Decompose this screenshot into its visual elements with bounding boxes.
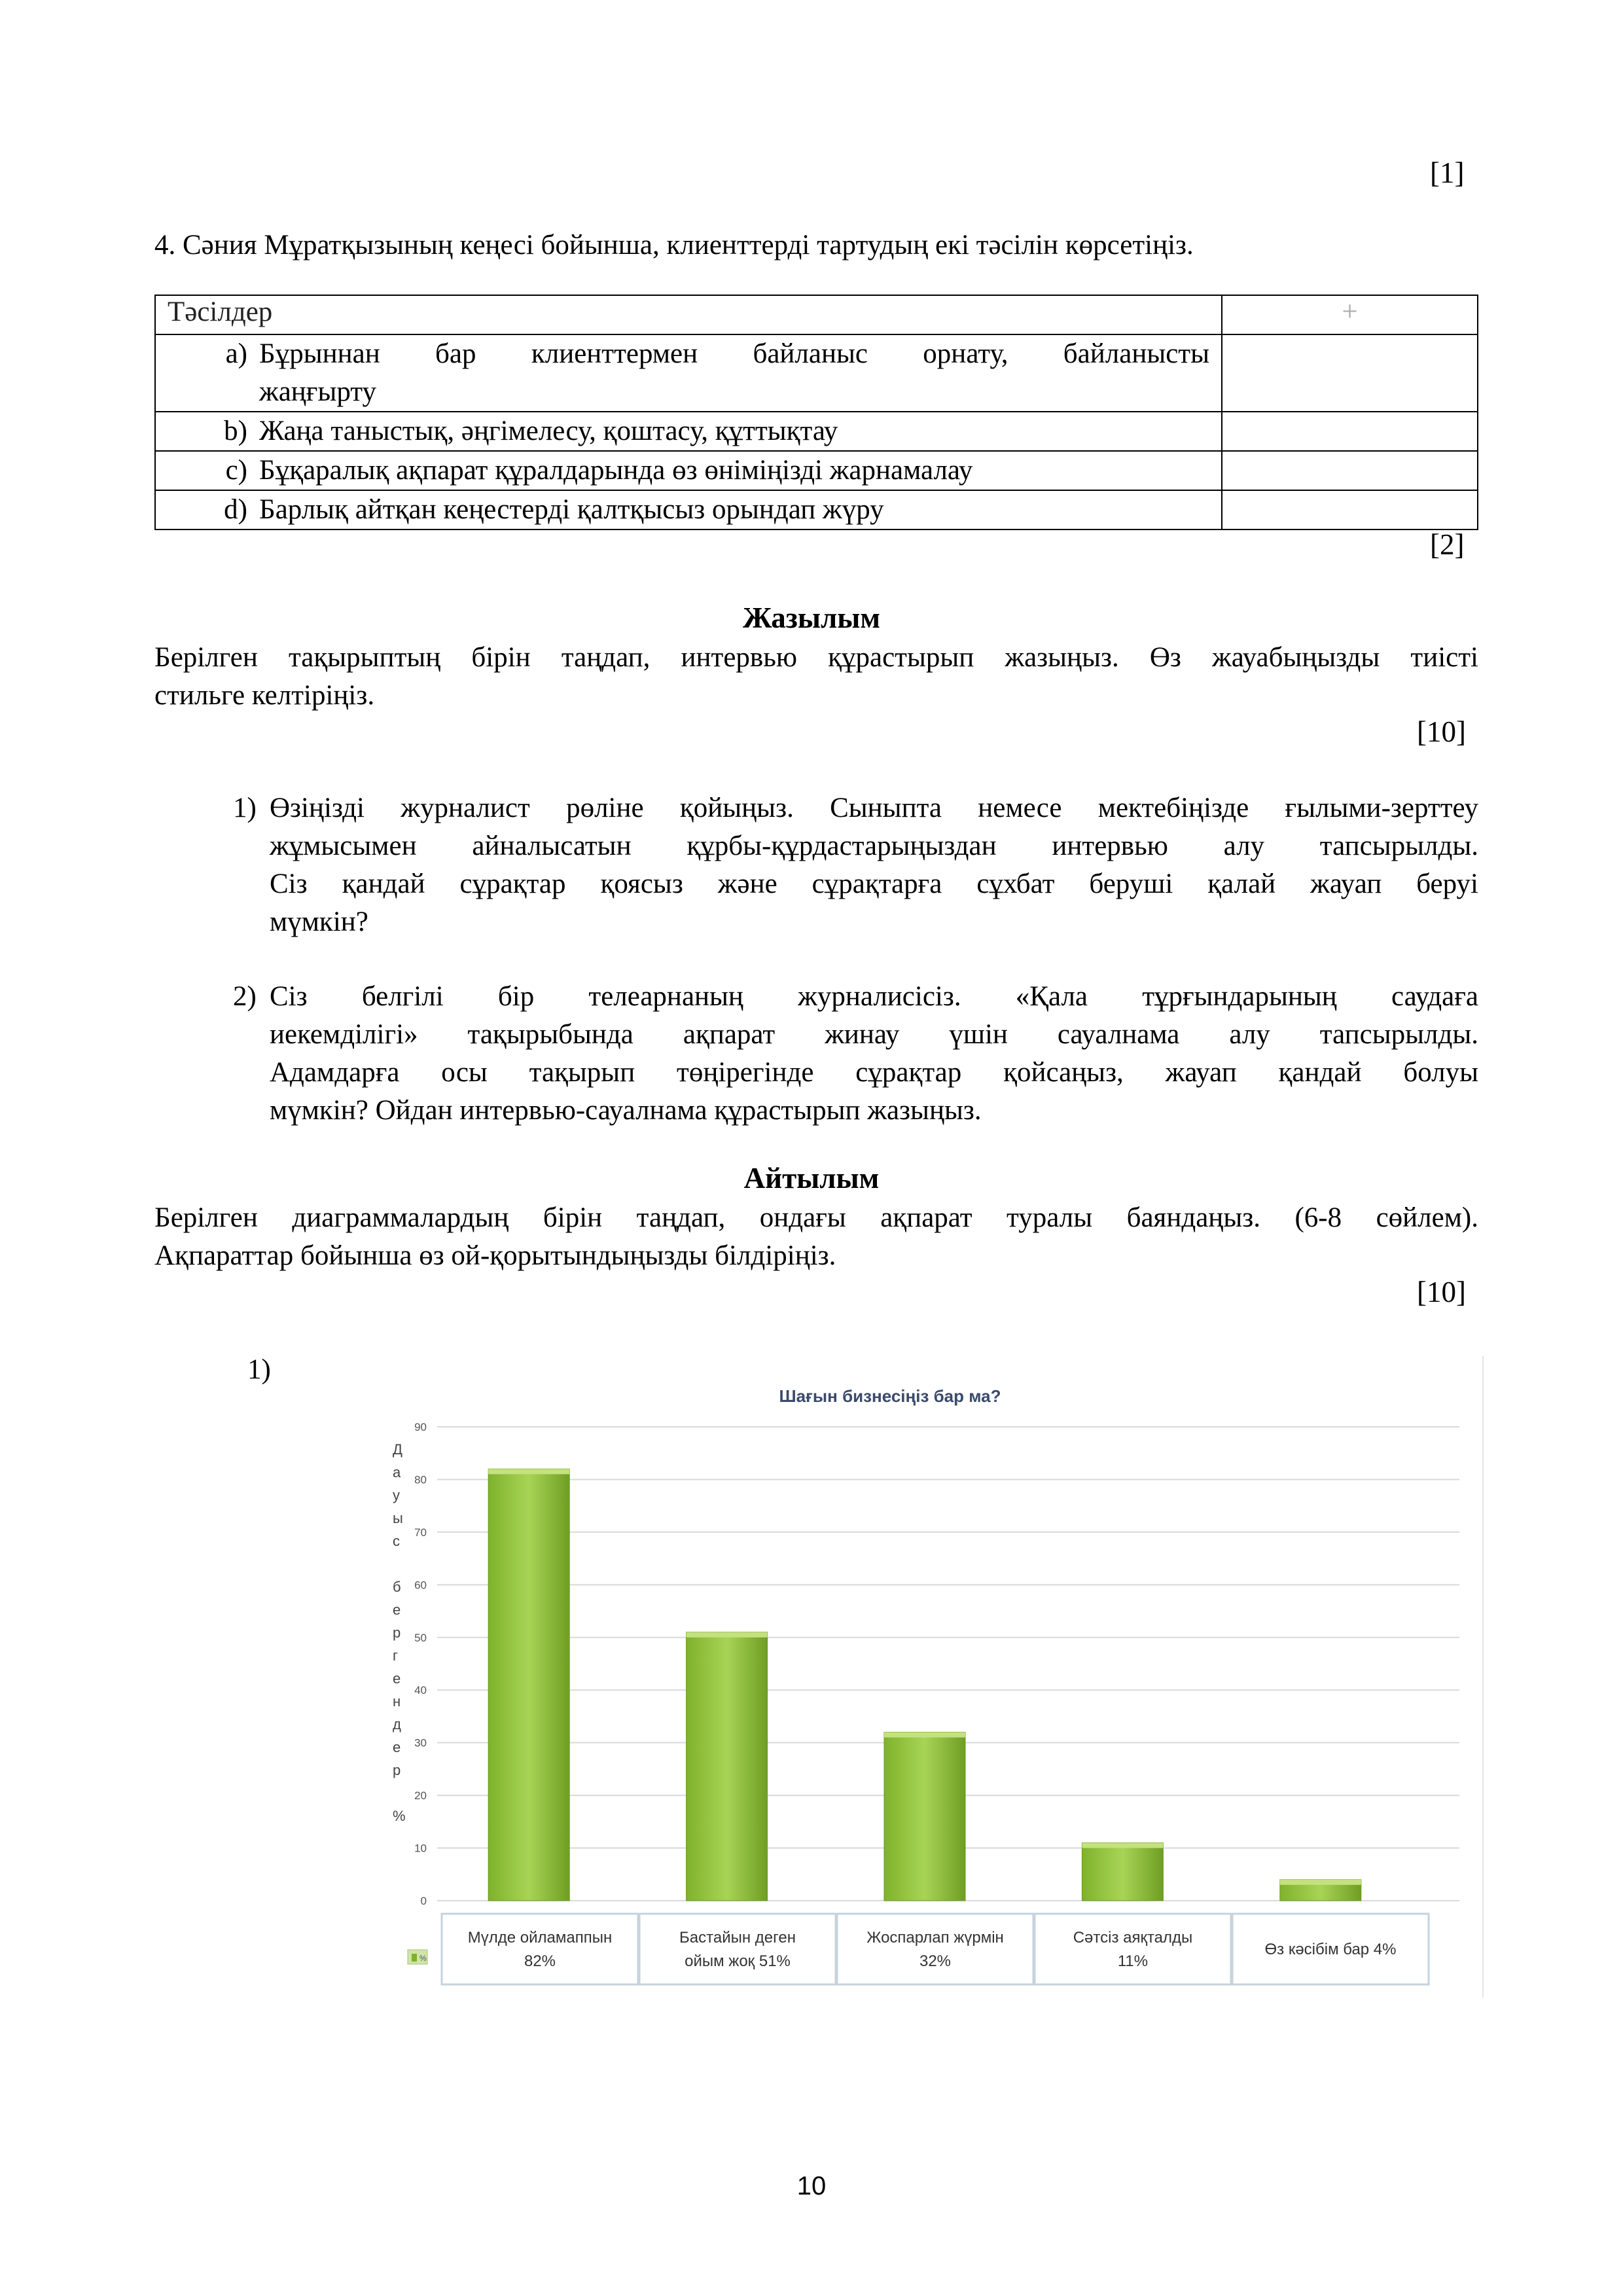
y-tick-label: 90	[414, 1421, 427, 1433]
methods-table	[154, 295, 1478, 530]
row-text-line: Бұрыннан бар клиенттермен байланыс орнату, байланысты	[259, 338, 1209, 369]
table-header-methods: Тәсілдер	[155, 295, 1222, 334]
task-line: иекемділігі» тақырыбында ақпарат жинау үшін сауалнама алу тапсырылды.	[270, 1019, 1478, 1050]
task-line: Сіз қандай сұрақтар қоясыз және сұрақтарға сұхбат беруші қалай жауап беруі	[270, 869, 1478, 899]
table-cell-method	[155, 451, 1222, 490]
bar	[1082, 1843, 1163, 1901]
y-axis-label-char: г	[393, 1647, 399, 1664]
category-label: Өз кәсібім бар 4%	[1264, 1941, 1397, 1958]
y-tick-label: 0	[420, 1895, 427, 1907]
category-label: Сәтсіз аяқталды	[1073, 1929, 1193, 1946]
task-number: 1)	[233, 793, 257, 823]
table-header-mark: +	[1222, 295, 1478, 334]
y-tick-label: 80	[414, 1473, 427, 1486]
mark-q3: [1]	[1430, 156, 1465, 189]
row-text-line: Бұқаралық ақпарат құралдарында өз өніміңізді жарнамалау	[259, 455, 973, 486]
table-cell-method	[155, 490, 1222, 529]
bar	[488, 1469, 569, 1901]
row-letter: b)	[224, 416, 247, 446]
row-letter: a)	[225, 338, 247, 369]
y-tick-label: 60	[414, 1579, 427, 1592]
y-tick-label: 20	[414, 1789, 427, 1803]
question-4-prompt: 4. Сәния Мұратқызының кеңесі бойынша, клиенттерді тартудың екі тәсілін көрсетіңіз.	[154, 230, 1194, 260]
y-tick-label: 50	[414, 1631, 427, 1644]
chart-frame	[386, 1356, 1484, 1998]
bar-top-highlight	[1082, 1843, 1163, 1848]
speaking-mark: [10]	[1417, 1276, 1466, 1308]
task-line: мүмкін?	[270, 906, 368, 937]
chart-title: Шағын бизнесіңіз бар ма?	[779, 1386, 1001, 1406]
speaking-heading: Айтылым	[743, 1162, 880, 1194]
row-text-line: Барлық айтқан кеңестерді қалтқысыз орындап жүру	[259, 494, 884, 525]
category-box	[639, 1914, 836, 1984]
y-axis-label-char: б	[393, 1579, 401, 1595]
table-header-row	[155, 295, 1478, 334]
task-line: жұмысымен айналысатын құрбы-құрдастарыңыздан интервью алу тапсырылды.	[270, 831, 1478, 861]
bar-top-highlight	[1280, 1880, 1361, 1885]
y-axis-label-char: р	[393, 1762, 401, 1778]
y-tick-label: 40	[414, 1684, 427, 1697]
bar-top-highlight	[884, 1732, 965, 1738]
category-box	[1035, 1914, 1231, 1984]
task-line: Өзіңізді журналист рөліне қойыңыз. Сыныпта немесе мектебіңізде ғылыми-зерттеу	[270, 793, 1478, 823]
table-cell-answer	[1222, 334, 1478, 412]
y-axis-label-char: р	[393, 1624, 401, 1641]
table-cell-answer	[1222, 490, 1478, 529]
table-cell-method	[155, 412, 1222, 451]
bar	[687, 1632, 768, 1901]
page-number: 10	[796, 2172, 827, 2200]
y-axis-label-char: е	[393, 1670, 401, 1687]
y-tick-label: 30	[414, 1736, 427, 1749]
y-axis-label-char: н	[393, 1693, 401, 1710]
table-row	[155, 412, 1478, 451]
row-text-line: Жаңа таныстық, әңгімелесу, қоштасу, құттықтау	[259, 416, 838, 446]
bar-chart	[386, 1356, 1482, 1998]
legend-bar-icon	[412, 1954, 417, 1962]
task-line: Адамдарға осы тақырып төңірегінде сұрақтар қойсаңыз, жауап қандай болуы	[270, 1057, 1478, 1088]
category-label: 11%	[1117, 1952, 1149, 1970]
category-box	[837, 1914, 1033, 1984]
category-label: Мүлде ойламаппын	[467, 1929, 613, 1946]
table-cell-method	[155, 334, 1222, 412]
y-axis-label-char: у	[393, 1487, 400, 1503]
y-tick-label: 10	[414, 1842, 427, 1855]
category-label: Бастайын деген	[679, 1929, 796, 1946]
y-axis-label-char: а	[393, 1464, 401, 1480]
row-letter: d)	[224, 494, 247, 525]
table-row	[155, 334, 1478, 412]
chart-legend	[408, 1950, 427, 1964]
writing-mark: [10]	[1417, 715, 1466, 748]
y-axis-label-char: с	[393, 1533, 400, 1549]
bar	[884, 1732, 965, 1901]
y-axis-label-char: е	[393, 1602, 401, 1618]
table-row	[155, 490, 1478, 529]
table-cell-answer	[1222, 451, 1478, 490]
mark-q4: [2]	[1430, 528, 1465, 561]
category-label: ойым жоқ 51%	[685, 1952, 791, 1970]
writing-instruction-line: стильге келтіріңіз.	[154, 680, 375, 711]
chart-number: 1)	[247, 1354, 271, 1385]
category-box	[442, 1914, 638, 1984]
task-number: 2)	[233, 981, 257, 1012]
y-tick-label: 70	[414, 1526, 427, 1539]
y-axis-label-char: д	[393, 1716, 401, 1732]
writing-heading: Жазылым	[742, 601, 881, 634]
speaking-instruction-line: Ақпараттар бойынша өз ой-қорытындыңызды білдіріңіз.	[154, 1240, 836, 1271]
table-cell-answer	[1222, 412, 1478, 451]
writing-instruction-line: Берілген тақырыптың бірін таңдап, интервью құрастырып жазыңыз. Өз жауабыңызды тиісті	[154, 642, 1478, 673]
y-axis-label-char: Д	[393, 1441, 402, 1458]
bar-top-highlight	[488, 1469, 569, 1474]
task-line: Сіз белгілі бір телеарнаның журналисісіз. «Қала тұрғындарының саудаға	[270, 981, 1478, 1012]
category-label: Жоспарлап жүрмін	[866, 1929, 1004, 1946]
y-axis-label-char: ы	[393, 1510, 403, 1526]
row-text-line: жаңғырту	[259, 376, 376, 407]
legend-label: %	[419, 1954, 427, 1963]
y-axis-label-char: е	[393, 1739, 401, 1755]
task-line: мүмкін? Ойдан интервью-сауалнама құрастырып жазыңыз.	[270, 1095, 982, 1126]
y-axis-label-char: %	[393, 1808, 406, 1824]
table-row	[155, 451, 1478, 490]
speaking-instruction-line: Берілген диаграммалардың бірін таңдап, ондағы ақпарат туралы баяндаңыз. (6-8 сөйлем).	[154, 1202, 1478, 1233]
task-2-text	[270, 978, 1478, 1130]
task-1-text	[270, 789, 1478, 941]
category-label: 32%	[919, 1952, 952, 1970]
category-label: 82%	[524, 1952, 556, 1970]
bar-top-highlight	[687, 1632, 768, 1638]
row-letter: c)	[225, 455, 247, 486]
